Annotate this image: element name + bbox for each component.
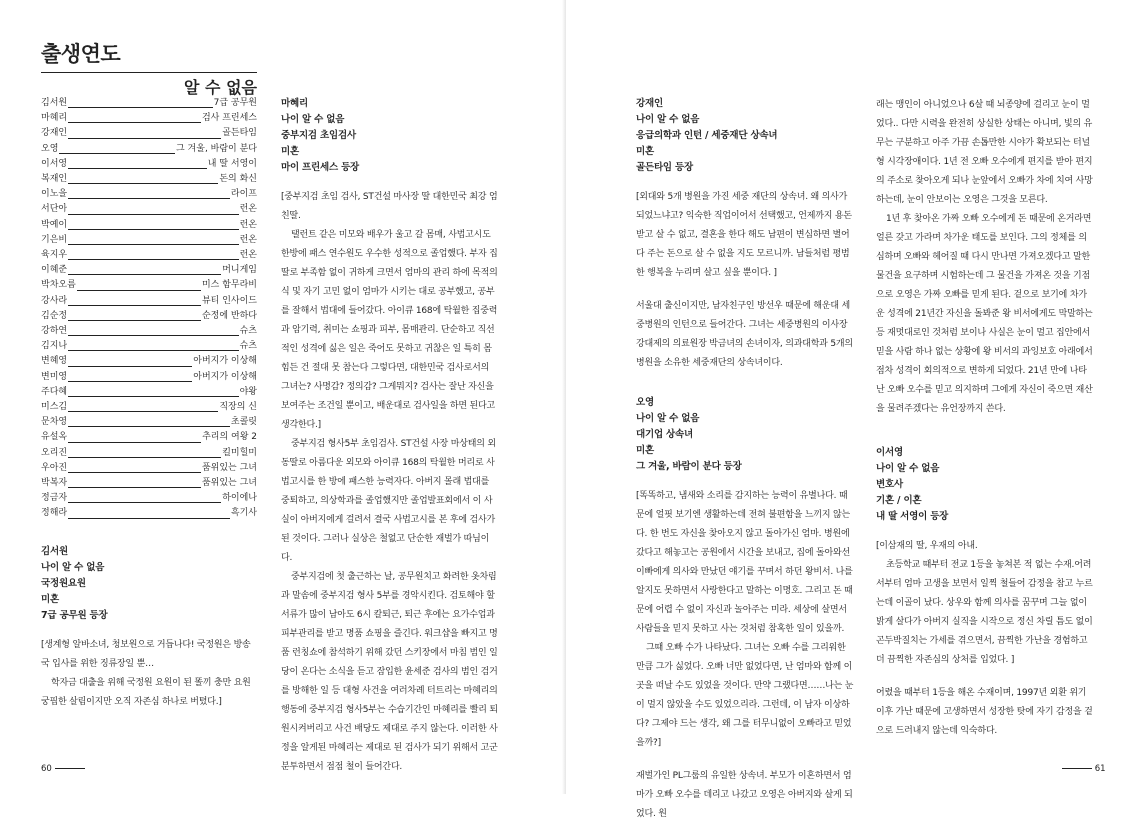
leader-line: [68, 472, 201, 473]
cast-role: 런온: [239, 234, 257, 245]
cast-row: [41, 370, 257, 385]
cast-role: 검사 프린세스: [201, 113, 257, 124]
profile-text: [636, 188, 854, 373]
profile-header-line: 7급 공무원 등장: [41, 610, 108, 621]
leader-line: [68, 305, 201, 306]
leader-line: [68, 335, 239, 336]
cast-name: 박예이: [41, 219, 68, 230]
cast-role: 미스 함무라비: [201, 280, 257, 291]
cast-row: [41, 278, 257, 293]
cast-row: [41, 354, 257, 369]
cast-role: 직장의 신: [219, 402, 257, 413]
cast-row: [41, 111, 257, 126]
page-title: 출생연도: [41, 42, 121, 66]
cast-name: 이서영: [41, 158, 68, 169]
cast-role: 슈츠: [239, 326, 257, 337]
cast-row: [41, 476, 257, 491]
cast-name: 김서원: [41, 98, 68, 108]
cast-row: [41, 430, 257, 445]
leader-line: [77, 290, 201, 291]
cast-name: 박복자: [41, 478, 68, 489]
leader-line: [68, 122, 201, 123]
cast-row: [41, 309, 257, 324]
cast-role: 런온: [239, 219, 257, 230]
leader-line: [68, 198, 230, 199]
right-page: [566, 0, 1134, 819]
profile-header-line: 강재인: [636, 98, 663, 109]
paragraph: 탤런트 같은 미모와 배우가 울고 갈 몸매, 사법고시도 한방에 패스 연수원도 우수한 성적으로 졸업했다. 부자 집 딸로 부족함 없이 귀하게 크면서 엄마의 관리 하에 목적의식 및 자기 고민 없이 엄마가 시키는 대로 공부했고, 공부를 잘해서 법대에 들어갔다. 아이큐 168에 탁월한 집중력과 암기력, 취미는 쇼핑과 피부, 몸매관리. 단순하고 직선적인 성격에 싫은 일은 죽어도 못하고 귀찮은 일 특히 몸 힘든 건 절대 못 참는다 그렇다면, 대한민국 검사로서의 그녀는? 사명감? 정의감? 그게뭐지? 검사는 잘난 자신을 보여주는 조건일 뿐이고, 배운대로 검사일을 하면 된다고 생각한다.]: [281, 230, 498, 430]
leader-line: [68, 381, 192, 382]
cast-name: 복재인: [41, 174, 68, 185]
cast-name: 변혜영: [41, 356, 68, 367]
cast-name: 마혜리: [41, 113, 68, 124]
paragraph: 어렸을 때부터 1등을 해온 수재이며, 1997년 외환 위기 이후 가난 때문에 고생하면서 성장한 탓에 자기 감정을 겉으로 드러내지 않는데 익숙하다.: [876, 688, 1093, 736]
profile-header-line: 미혼: [636, 146, 654, 157]
cast-role: 아버지가 이상해: [193, 356, 257, 367]
cast-name: 미스김: [41, 402, 68, 413]
cast-row: [41, 96, 257, 111]
leader-line: [68, 229, 239, 230]
leader-line: [68, 442, 201, 443]
profile-header-line: 중부지검 초임검사: [281, 130, 356, 141]
leader-line: [68, 320, 201, 321]
paragraph: 중부지검에 첫 출근하는 날, 공무원치고 화려한 옷차림과 말솜에 중부지검 형사 5부를 경악시킨다. 검토해야 할 서류가 많이 남아도 6시 칼퇴근, 퇴근 후에는 요가수업과 피부관리를 받고 명품 쇼핑을 즐긴다. 워크샵을 빠지고 명품 런칭쇼에 참석하기 위해 갔던 스키장에서 마침 범인 일당이 온다는 소식을 듣고 잠입한 윤세준 검사의 범인 검거를 방해한 일 등 대형 사건을 여러차례 터트리는 마혜리의 행동에 중부지검 형사5부는 수습기간인 마혜리를 빨리 퇴원시켜버리고 사건 배당도 제대로 주지 않는다. 이러한 사정을 알게된 마혜리는 제대로 된 검사가 되기 위해서 고군분투하면서 점점 철이 들어간다.: [281, 572, 498, 772]
profile-text: [281, 188, 498, 777]
paragraph: [생계형 알바소녀, 청보원으로 거듭나다! 국정원은 방송국 입사를 위한 징류장일 뿐…: [41, 640, 251, 669]
cast-name: 김지나: [41, 341, 68, 352]
leader-line: [68, 366, 192, 367]
profile-header-line: 오영: [636, 397, 654, 408]
profile-ma-hyeri: [281, 96, 498, 777]
cast-row: [41, 202, 257, 217]
cast-role: 하이에나: [222, 493, 257, 504]
cast-name: 강사라: [41, 295, 68, 306]
leader-line: [68, 107, 213, 108]
paragraph: 래는 맹인이 아니었으나 6살 때 뇌종양에 걸리고 눈이 멀었다.. 다만 시력을 완전히 상실한 상태는 아니며, 빛의 유무는 구분하고 아주 가끔 손톱만한 시야가 확보되는 터널형 시각장애이다. 1년 전 오빠 오수에게 편지를 받아 편지의 주소로 찾아오게 되나 눈앞에서 오빠가 차에 치여 사망하는데, 눈이 안보이는 오영은 그것을 모른다.: [876, 100, 1093, 205]
paragraph: [중부지검 초임 검사, ST건설 마사장 딸 대한민국 최강 엄친딸.: [281, 192, 498, 221]
cast-role: 7급 공무원: [213, 98, 257, 108]
profile-header-line: 골든타임 등장: [636, 162, 693, 173]
cast-name: 강하연: [41, 326, 68, 337]
leader-line: [68, 183, 218, 184]
page-number-left: 60: [41, 764, 85, 774]
profile-header: [281, 96, 498, 176]
cast-name: 문차영: [41, 417, 68, 428]
profile-header-line: 나이 알 수 없음: [41, 562, 105, 573]
cast-row: [41, 263, 257, 278]
profile-header-line: 미혼: [41, 594, 59, 605]
cast-role: 킬미힐미: [222, 447, 257, 458]
cast-name: 이노을: [41, 189, 68, 200]
cast-role: 초콜릿: [230, 417, 257, 428]
cast-role: 품위있는 그녀: [201, 462, 257, 473]
profile-text: [41, 636, 259, 712]
cast-role: 돈의 화신: [219, 174, 257, 185]
profile-kim-seowon: [41, 544, 259, 712]
profile-header: [41, 544, 259, 624]
cast-row: [41, 294, 257, 309]
profile-header-line: 나이 알 수 없음: [281, 114, 345, 125]
cast-role: 흑기사: [230, 508, 257, 519]
cast-row: [41, 142, 257, 157]
profile-header-line: 기혼 / 이혼: [876, 495, 922, 506]
cast-name: 박차오름: [41, 280, 76, 291]
page-subtitle: 알 수 없음: [41, 72, 257, 98]
cast-role: 라이프: [230, 189, 257, 200]
paragraph: [똑똑하고, 냄새와 소리를 감지하는 능력이 유별나다. 때문에 얼핏 보기엔 생활하는데 전혀 불편함을 느끼지 않는다. 한 번도 자신을 찾아오지 않고 돌아가신 엄마. 병원에 갔다고 해놓고는 공원에서 시간을 보내고, 집에 돌아와선 이빠에게 의사와 만났던 얘기를 꾸며서 하던 왕비서. 나를 알지도 못하면서 사랑한다고 말하는 이명호. 그리고 돈 때문에 어렵 수 없이 자신과 놀아주는 미라. 세상에 살면서 사람들을 믿지 못하고 사는 것처럼 참혹한 일이 있을까.: [636, 491, 853, 634]
paragraph: 재벌가인 PL그룹의 유일한 상속녀. 부모가 이혼하면서 엄마가 오빠 오수를 데리고 나갔고 오영은 아버지와 살게 되었다. 원: [636, 771, 853, 819]
cast-name: 우아진: [41, 462, 68, 473]
cast-name: 오리진: [41, 447, 68, 458]
cast-name: 정금자: [41, 493, 68, 504]
cast-role: 품위있는 그녀: [201, 478, 257, 489]
cast-role: 추리의 여왕 2: [202, 432, 257, 443]
paragraph: [이삼재의 딸, 우재의 아내.: [876, 541, 978, 551]
profile-header-line: 마이 프린세스 등장: [281, 162, 360, 173]
profile-header-line: 김서원: [41, 546, 68, 557]
leader-line: [68, 502, 221, 503]
left-page: [0, 0, 566, 794]
cast-row: [41, 491, 257, 506]
cast-row: [41, 172, 257, 187]
profile-text: [876, 96, 1094, 419]
leader-line: [68, 168, 207, 169]
leader-line: [68, 259, 239, 260]
profile-header: [636, 395, 854, 475]
leader-line: [68, 350, 239, 351]
leader-line: [68, 138, 221, 139]
profile-header-line: 나이 알 수 없음: [876, 463, 940, 474]
paragraph: 초등학교 때부터 전교 1등을 놓쳐본 적 없는 수재.어려서부터 엄마 고생을 보면서 일찍 철들어 감정을 참고 누르는데 이골이 났다. 상우와 함께 의사를 꿈꾸며 그늘 없이 밝게 살다가 아버지 실직을 시작으로 정신 차릴 틈도 없이 곤두박질치는 가세를 겪으면서, 끔찍한 가난을 경험하고 더 끔찍한 자존심의 상처를 입었다. ]: [876, 560, 1093, 665]
leader-line: [68, 457, 221, 458]
cast-role: 그 겨울, 바람이 분다: [176, 143, 257, 154]
profile-header-line: 마혜리: [281, 98, 308, 109]
profile-lee-seoyeong: [876, 96, 1094, 741]
cast-name: 강재인: [41, 128, 68, 139]
profile-text: [636, 487, 854, 824]
cast-name: 정해라: [41, 508, 68, 519]
cast-role: 슈츠: [239, 341, 257, 352]
cast-name: 기은비: [41, 234, 68, 245]
leader-line: [59, 153, 175, 154]
leader-line: [68, 244, 239, 245]
profile-header-line: 미혼: [636, 445, 654, 456]
cast-role: 순정에 반하다: [201, 310, 257, 321]
cast-name: 오영: [41, 143, 59, 154]
cast-role: 런온: [239, 250, 257, 261]
cast-row: [41, 339, 257, 354]
cast-row: [41, 187, 257, 202]
profile-header-line: 나이 알 수 없음: [636, 413, 700, 424]
cast-row: [41, 126, 257, 141]
cast-row: [41, 324, 257, 339]
cast-row: [41, 233, 257, 248]
cast-role: 뷰티 인사이드: [201, 295, 257, 306]
profile-header: [636, 96, 854, 176]
cast-row: [41, 248, 257, 263]
paragraph: 1년 후 찾아온 가짜 오빠 오수에게 돈 때문에 온거라면 얼른 갖고 가라며 차가운 태도를 보인다. 그의 정체를 의심하며 오빠와 헤어질 때 다시 만나면 가져오겠다고 말한 물건을 요구하며 시험하는데 그 물건을 가져온 것을 기점으로 오영은 가짜 오빠를 믿게 된다. 겉으로 보기에 차가운 성격에 21년간 자신을 돌봐준 왕 비서에게도 막말하는 등 재멋대로인 것처럼 보이나 사실은 눈이 멀고 집안에서 믿을 사람 하나 없는 상황에 왕 비서의 과잉보호 아래에서 점차 성격이 회의적으로 변하게 되었다. 21년 만에 나타난 오빠 오수를 믿고 의지하며 그에게 자신이 죽으면 재산을 물려주겠다는 유언장까지 쓴다.: [876, 214, 1093, 414]
cast-row: [41, 506, 257, 521]
cast-list: [41, 96, 257, 522]
cast-name: 주다혜: [41, 386, 68, 397]
cast-role: 내 딸 서영이: [207, 158, 257, 169]
cast-row: [41, 400, 257, 415]
profile-header: [876, 445, 1094, 525]
cast-name: 변미영: [41, 371, 68, 382]
leader-line: [68, 274, 221, 275]
cast-role: 야왕: [239, 386, 257, 397]
profile-header-line: 응급의학과 인턴 / 세중재단 상속녀: [636, 130, 778, 141]
profile-header-line: 미혼: [281, 146, 299, 157]
leader-line: [68, 487, 201, 488]
profile-header-line: 변호사: [876, 479, 903, 490]
cast-name: 유설옥: [41, 432, 68, 443]
paragraph: [외대와 5개 병원을 가진 세중 재단의 상속녀. 왜 의사가 되었느냐고? 익숙한 직업이어서 선택했고, 언제까지 용돈 받고 살 수 없고, 결혼을 한다 해도 남편이 변심하면 별어다 주는 돈으로 살 수 없을 지도 모르니까. 남들처럼 평범한 행복을 누리며 살고 싶을 뿐이다. ]: [636, 192, 852, 278]
profile-header-line: 대기업 상속녀: [636, 429, 693, 440]
cast-row: [41, 446, 257, 461]
page-number-right: 61: [1062, 764, 1106, 774]
cast-row: [41, 415, 257, 430]
leader-line: [68, 518, 230, 519]
cast-row: [41, 385, 257, 400]
cast-role: 아버지가 이상해: [193, 371, 257, 382]
paragraph: 학자금 대출을 위해 국정원 요원이 된 똘끼 충만 요원 궁핍한 살림이지만 오직 자존심 하나로 버텼다.]: [41, 678, 251, 707]
profile-header-line: 나이 알 수 없음: [636, 114, 700, 125]
profile-header-line: 이서영: [876, 447, 903, 458]
cast-name: 이혜준: [41, 265, 68, 276]
profile-header-line: 내 딸 서영이 등장: [876, 511, 949, 522]
cast-role: 머니게임: [222, 265, 257, 276]
cast-name: 서단아: [41, 204, 68, 215]
profile-text: [876, 537, 1094, 741]
cast-role: 골든타임: [222, 128, 257, 139]
paragraph: 중부지검 형사5부 초임검사. ST건설 사장 마상태의 외동딸로 아름다운 외모와 아이큐 168의 탁월한 머리로 사법고시를 한 방에 패스한 능력자다. 아버지 몰래 법대를 중퇴하고, 의상학과를 졸업했지만 졸업발표회에서 이 사실이 아버지에게 걸려서 결국 사법고시를 본 후에 검사가 된 것이다. 그러나 실상은 철없고 단순한 재벌가 따님이다.: [281, 439, 496, 563]
cast-row: [41, 218, 257, 233]
paragraph: 그때 오빠 수가 나타났다. 그녀는 오빠 수를 그리워한 만큼 그가 싫었다. 오빠 너만 없었다면, 난 엄마와 함께 이곳을 떠날 수도 있었을 것이다. 만약 그랬다면……나는 눈이 멀지 않았을 수도 있었으리라. 그런데, 이 남자 이상하다? 그제야 드는 생각, 왜 그를 터무니없이 오빠라고 믿었을까?]: [636, 643, 854, 748]
cast-name: 육지우: [41, 250, 68, 261]
profile-header-line: 국정원요원: [41, 578, 86, 589]
leader-line: [68, 396, 239, 397]
cast-row: [41, 461, 257, 476]
leader-line: [68, 214, 239, 215]
cast-row: [41, 157, 257, 172]
cast-name: 김순정: [41, 310, 68, 321]
profile-kang-jaein: [636, 96, 854, 824]
paragraph: 서울대 출신이지만, 남자친구인 방선우 때문에 해운대 세중병원의 인턴으로 들어간다. 그녀는 세중병원의 이사장 강대제의 의료원장 박금녀의 손녀이자, 의과대학과 5개의 병원을 소유한 세중재단의 상속녀이다.: [636, 301, 853, 368]
cast-role: 런온: [239, 204, 257, 215]
leader-line: [68, 426, 230, 427]
leader-line: [68, 411, 218, 412]
profile-header-line: 그 겨울, 바람이 분다 등장: [636, 461, 742, 472]
